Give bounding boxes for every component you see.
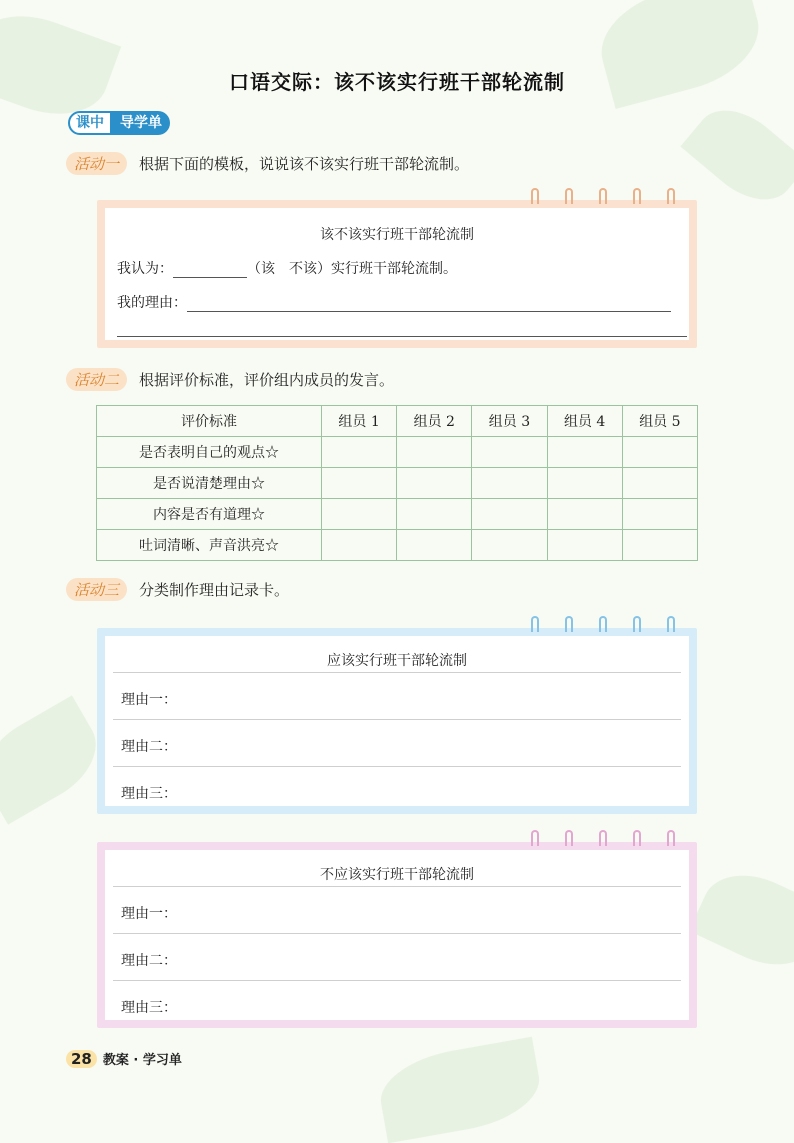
- background-leaf: [374, 1037, 545, 1143]
- table-header: 组员 4: [547, 406, 622, 437]
- reason-blank[interactable]: [187, 311, 671, 312]
- card-rings: [531, 616, 675, 632]
- opinion-line: [117, 258, 457, 278]
- evaluation-table: [96, 405, 698, 561]
- reason-card-yes-title: 应该实行班干部轮流制: [327, 653, 467, 669]
- card-rings: [531, 188, 675, 204]
- score-cell[interactable]: [622, 437, 697, 468]
- reason-label: 理由一：: [121, 692, 177, 708]
- reason-label: 理由三：: [121, 1000, 177, 1016]
- activity-2-tag: 活动二: [66, 368, 127, 391]
- table-header: 组员 2: [397, 406, 472, 437]
- reason-card-no: [97, 842, 697, 1028]
- reason-row[interactable]: [113, 980, 681, 1027]
- score-cell[interactable]: [622, 530, 697, 561]
- badge-part2: 导学单: [112, 111, 170, 135]
- score-cell[interactable]: [472, 468, 547, 499]
- score-cell[interactable]: [547, 499, 622, 530]
- ring-icon: [667, 616, 675, 632]
- ring-icon: [667, 188, 675, 204]
- activity-3-tag: 活动三: [66, 578, 127, 601]
- reason-card-no-title: 不应该实行班干部轮流制: [320, 867, 474, 883]
- footer-text: 教案 · 学习单: [102, 1053, 182, 1068]
- opinion-blank[interactable]: [173, 277, 247, 278]
- ring-icon: [633, 616, 641, 632]
- score-cell[interactable]: [322, 468, 397, 499]
- score-cell[interactable]: [472, 530, 547, 561]
- score-cell[interactable]: [472, 499, 547, 530]
- score-cell[interactable]: [622, 499, 697, 530]
- ring-icon: [599, 188, 607, 204]
- page-footer: [66, 1049, 182, 1068]
- badge-part1: 课中: [68, 111, 112, 135]
- ring-icon: [565, 616, 573, 632]
- page-number: 28: [66, 1050, 97, 1068]
- reason-row[interactable]: [113, 719, 681, 766]
- reason-row[interactable]: [113, 766, 681, 813]
- reason-label: 理由一：: [121, 906, 177, 922]
- activity-1-tag: 活动一: [66, 152, 127, 175]
- criterion-cell: 吐词清晰、声音洪亮☆: [97, 530, 322, 561]
- score-cell[interactable]: [397, 468, 472, 499]
- criterion-cell: 是否说清楚理由☆: [97, 468, 322, 499]
- activity-1-text: 根据下面的模板，说说该不该实行班干部轮流制。: [139, 155, 470, 173]
- ring-icon: [599, 830, 607, 846]
- score-cell[interactable]: [322, 530, 397, 561]
- ring-icon: [531, 616, 539, 632]
- opinion-suffix: （该 不该）实行班干部轮流制。: [247, 261, 457, 277]
- table-row: [97, 437, 698, 468]
- score-cell[interactable]: [322, 499, 397, 530]
- table-row: [97, 468, 698, 499]
- activity-2-text: 根据评价标准，评价组内成员的发言。: [139, 371, 395, 389]
- reason-line: [117, 292, 671, 312]
- score-cell[interactable]: [397, 437, 472, 468]
- table-header-row: [97, 406, 698, 437]
- reason-row[interactable]: [113, 672, 681, 719]
- activity-3-text: 分类制作理由记录卡。: [139, 581, 290, 599]
- background-leaf: [689, 858, 794, 981]
- ring-icon: [531, 830, 539, 846]
- reason-label: 理由二：: [121, 739, 177, 755]
- ring-icon: [633, 188, 641, 204]
- ring-icon: [531, 188, 539, 204]
- reason-prefix: 我的理由：: [117, 295, 187, 311]
- table-header: 组员 1: [322, 406, 397, 437]
- reason-blank-2[interactable]: [117, 336, 687, 337]
- reason-card-yes: [97, 628, 697, 814]
- score-cell[interactable]: [322, 437, 397, 468]
- score-cell[interactable]: [397, 499, 472, 530]
- score-cell[interactable]: [547, 437, 622, 468]
- template-card: [97, 200, 697, 348]
- table-header: 组员 3: [472, 406, 547, 437]
- ring-icon: [565, 188, 573, 204]
- table-row: [97, 530, 698, 561]
- template-card-title: 该不该实行班干部轮流制: [320, 227, 474, 243]
- section-badge: [68, 111, 170, 135]
- table-header: 评价标准: [97, 406, 322, 437]
- activity-1: [66, 152, 469, 175]
- reason-label: 理由三：: [121, 786, 177, 802]
- ring-icon: [633, 830, 641, 846]
- score-cell[interactable]: [622, 468, 697, 499]
- opinion-prefix: 我认为：: [117, 261, 173, 277]
- ring-icon: [565, 830, 573, 846]
- background-leaf: [0, 695, 112, 824]
- ring-icon: [667, 830, 675, 846]
- criterion-cell: 内容是否有道理☆: [97, 499, 322, 530]
- ring-icon: [599, 616, 607, 632]
- score-cell[interactable]: [397, 530, 472, 561]
- table-row: [97, 499, 698, 530]
- activity-3: [66, 578, 289, 601]
- activity-2: [66, 368, 394, 391]
- page-title: 口语交际：该不该实行班干部轮流制: [229, 70, 565, 94]
- card-rings: [531, 830, 675, 846]
- score-cell[interactable]: [547, 468, 622, 499]
- reason-label: 理由二：: [121, 953, 177, 969]
- table-header: 组员 5: [622, 406, 697, 437]
- score-cell[interactable]: [472, 437, 547, 468]
- background-leaf: [680, 93, 794, 217]
- criterion-cell: 是否表明自己的观点☆: [97, 437, 322, 468]
- reason-row[interactable]: [113, 886, 681, 933]
- reason-row[interactable]: [113, 933, 681, 980]
- score-cell[interactable]: [547, 530, 622, 561]
